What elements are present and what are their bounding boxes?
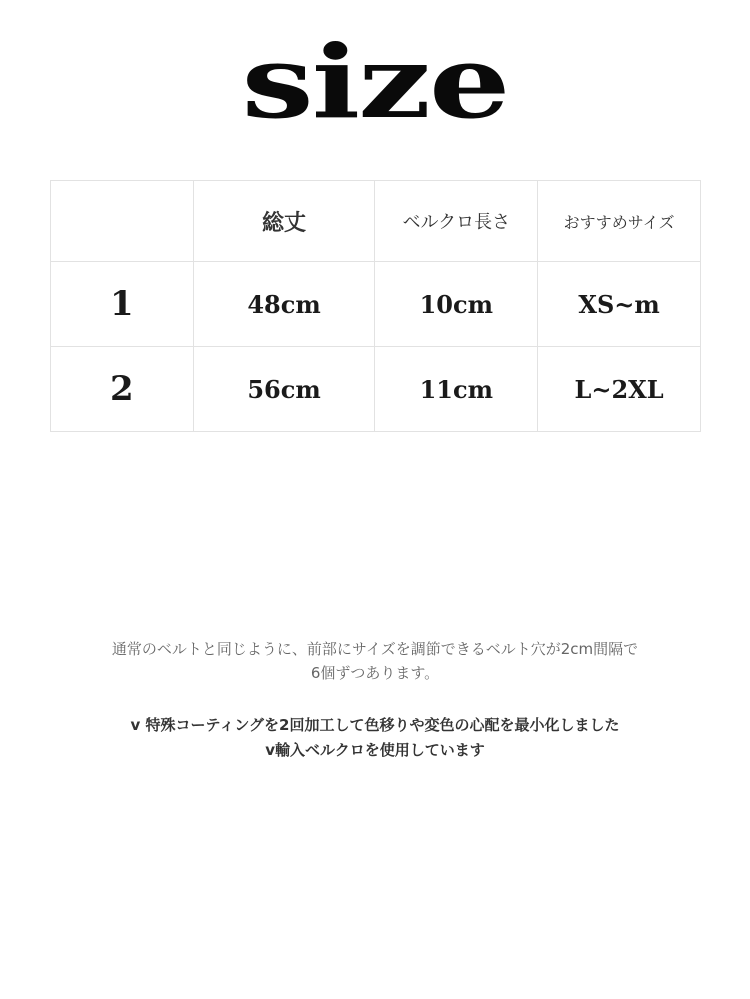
table-row xyxy=(51,262,701,347)
table-header-row xyxy=(51,181,701,262)
table-cell-size-number: 2 xyxy=(51,347,194,432)
table-cell-velcro-length: 10cm xyxy=(375,262,538,347)
note-line: v輸入ベルクロを使用しています xyxy=(265,741,485,759)
table-header-velcro-length: ベルクロ長さ xyxy=(375,181,538,262)
table-cell-recommended-size: L~2XL xyxy=(538,347,701,432)
table-cell-total-length: 48cm xyxy=(193,262,375,347)
table-cell-velcro-length: 11cm xyxy=(375,347,538,432)
table-cell-total-length: 56cm xyxy=(193,347,375,432)
table-header-total-length: 総丈 xyxy=(193,181,375,262)
note-line: v 特殊コーティングを2回加工して色移りや変色の心配を最小化しました xyxy=(130,716,620,734)
page-title: size xyxy=(241,24,509,142)
note-line: 通常のベルトと同じように、前部にサイズを調節できるベルト穴が2cm間隔で xyxy=(111,640,639,658)
size-table xyxy=(50,180,701,432)
table-cell-size-number: 1 xyxy=(51,262,194,347)
feature-notes xyxy=(0,713,750,763)
note-line: 6個ずつあります。 xyxy=(310,664,440,682)
table-row xyxy=(51,347,701,432)
table-header-recommended-size: おすすめサイズ xyxy=(538,181,701,262)
table-header-empty xyxy=(51,181,194,262)
belt-hole-note xyxy=(0,637,750,685)
table-cell-recommended-size: XS~m xyxy=(538,262,701,347)
